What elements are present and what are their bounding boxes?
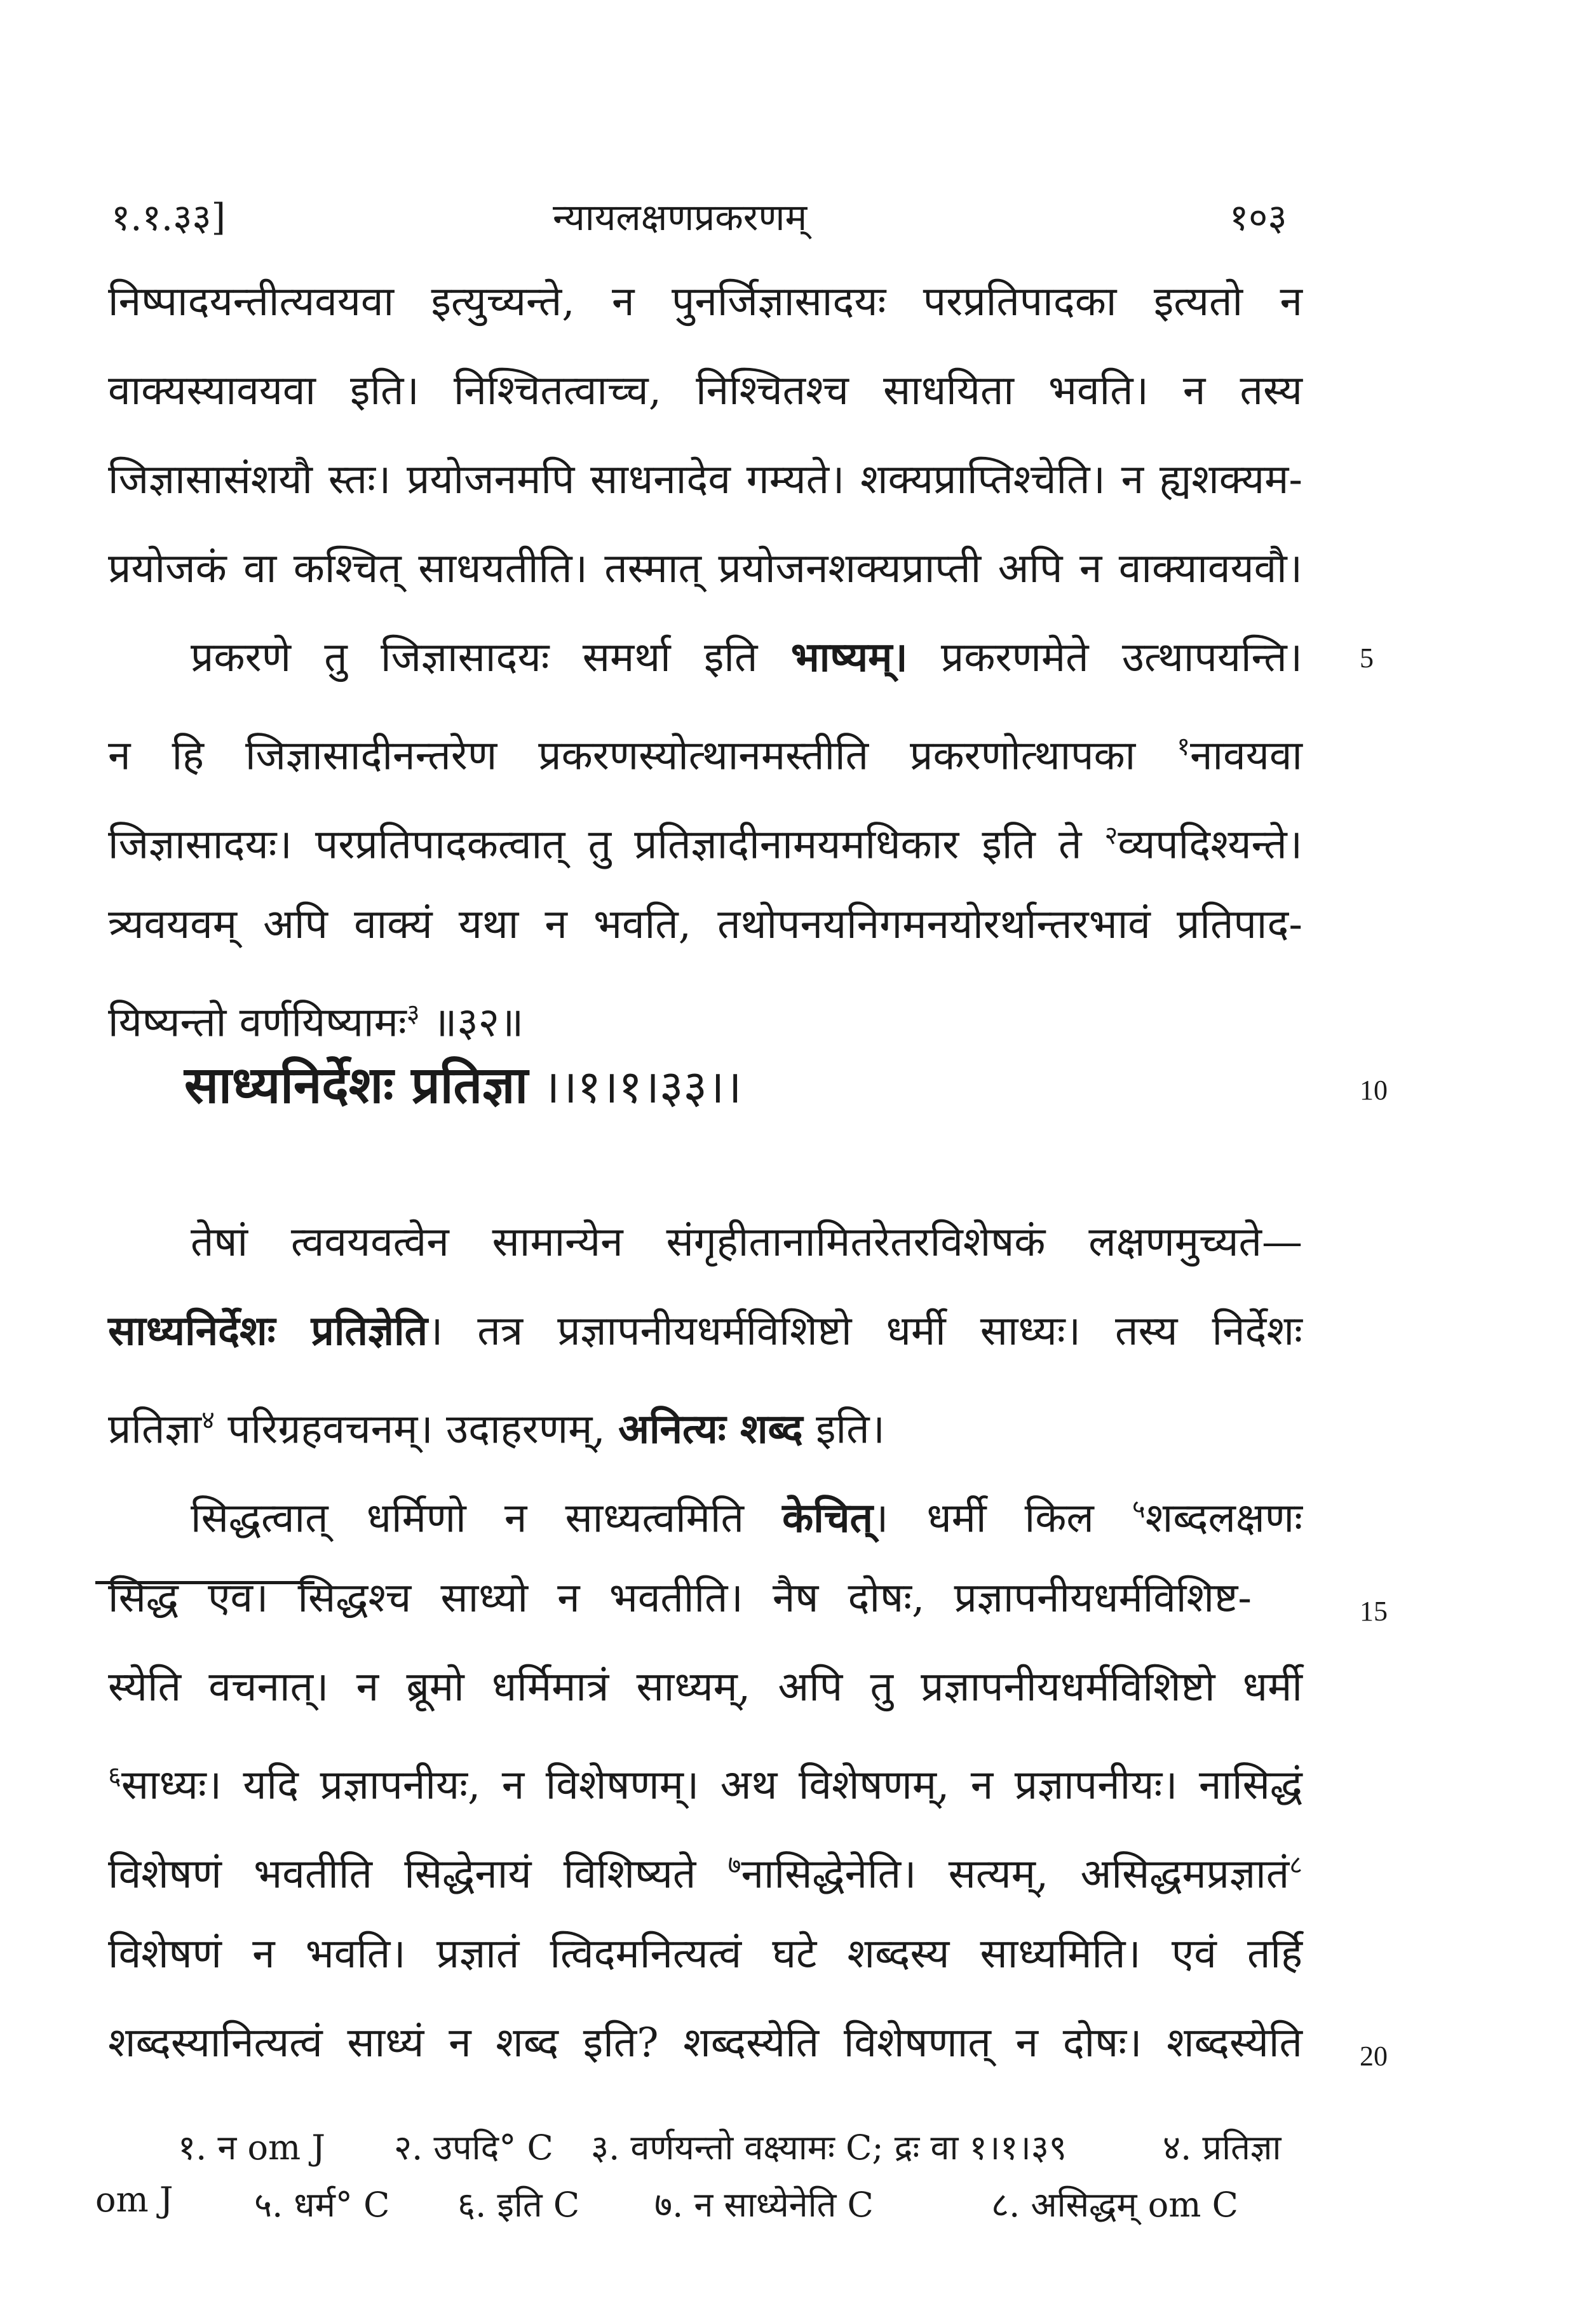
example-emphasis: अनित्यः शब्द — [618, 1405, 803, 1453]
footnote: ६. इति C — [457, 2185, 580, 2225]
footnote-marker: ८ — [1289, 1850, 1302, 1880]
text-line: निष्पादयन्तीत्यवयवा इत्युच्यन्ते, न पुनर्जिज्ञासादयः परप्रतिपादका इत्यतो न — [108, 278, 1302, 325]
text-line: साध्यनिर्देशः प्रतिज्ञेति। तत्र प्रज्ञापनीयधर्मविशिष्टो धर्मी साध्यः। तस्य निर्देशः — [108, 1307, 1302, 1355]
footnote: ५. धर्म° C — [254, 2185, 390, 2225]
text-line: वाक्यस्यावयवा इति। निश्चितत्वाच्च, निश्चितश्च साधयिता भवति। न तस्य — [108, 367, 1302, 414]
text-line: त्र्यवयवम् अपि वाक्यं यथा न भवति, तथोपनयनिगमनयोरर्थान्तरभावं प्रतिपाद- — [108, 901, 1302, 948]
text-line: न हि जिज्ञासादीनन्तरेण प्रकरणस्योत्थानमस्तीति प्रकरणोत्थापका $^१$नावयवा — [108, 732, 1302, 780]
text-line: विशेषणं भवतीति सिद्धेनायं विशिष्यते $^७$नासिद्धेनेति। सत्यम्, असिद्धमप्रज्ञातं$^८$ — [108, 1850, 1302, 1898]
page-number: १०३ — [1229, 196, 1287, 239]
text-line: प्रतिज्ञा$^४$ परिग्रहवचनम्। उदाहरणम्, अनित्यः शब्द इति। — [108, 1405, 885, 1453]
footnote: om J — [95, 2180, 173, 2220]
section-reference: १.१.३३] — [111, 196, 226, 239]
text-line: सिद्ध एव। सिद्धश्च साध्यो न भवतीति। नैष दोषः, प्रज्ञापनीयधर्मविशिष्ट- — [108, 1575, 1252, 1622]
footnote: १. न om J — [178, 2128, 326, 2168]
line-number: 5 — [1360, 642, 1374, 674]
footnote-rule — [95, 1581, 314, 1584]
footnote: ८. असिद्धम् om C — [991, 2185, 1238, 2225]
sutra-heading: साध्यनिर्देशः प्रतिज्ञा ।।१।१।३३।। — [184, 1055, 742, 1115]
text-line: प्रयोजकं वा कश्चित् साधयतीति। तस्मात् प्रयोजनशक्यप्राप्ती अपि न वाक्यावयवौ। — [108, 545, 1302, 592]
text-line: प्रकरणे तु जिज्ञासादयः समर्था इति भाष्यम्। प्रकरणमेते उत्थापयन्ति। — [191, 634, 1302, 681]
opponent-emphasis: केचित् — [782, 1494, 873, 1542]
text-line: सिद्धत्वात् धर्मिणो न साध्यत्वमिति केचित्। धर्मी किल $^५$शब्दलक्षणः — [191, 1494, 1302, 1542]
footnote-marker: ७ — [727, 1850, 741, 1880]
text-line: विशेषणं न भवति। प्रज्ञातं त्विदमनित्यत्वं घटे शब्दस्य साध्यमिति। एवं तर्हि — [108, 1931, 1302, 1978]
line-number: 20 — [1360, 2040, 1388, 2072]
text-line: शब्दस्यानित्यत्वं साध्यं न शब्द इति? शब्दस्येति विशेषणात् न दोषः। शब्दस्येति — [108, 2020, 1302, 2067]
footnote-marker: ५ — [1132, 1495, 1146, 1524]
text-line: जिज्ञासादयः। परप्रतिपादकत्वात् तु प्रतिज्ञादीनामयमधिकार इति ते $^२$व्यपदिश्यन्ते। — [108, 821, 1302, 869]
text-line: $^६$साध्यः। यदि प्रज्ञापनीयः, न विशेषणम्। अथ विशेषणम्, न प्रज्ञापनीयः। नासिद्धं — [108, 1762, 1302, 1809]
bhashyam-emphasis: भाष्यम्। — [790, 634, 908, 681]
footnote: ३. वर्णयन्तो वक्ष्यामः C; द्रः वा १।१।३९ — [591, 2128, 1067, 2168]
line-number: 15 — [1360, 1596, 1388, 1627]
text-line: स्येति वचनात्। न ब्रूमो धर्मिमात्रं साध्यम्, अपि तु प्रज्ञापनीयधर्मविशिष्टो धर्मी — [108, 1664, 1302, 1711]
line-number: 10 — [1360, 1075, 1388, 1106]
sutra-quote: साध्यनिर्देशः प्रतिज्ञेति — [108, 1307, 428, 1355]
text-line: जिज्ञासासंशयौ स्तः। प्रयोजनमपि साधनादेव गम्यते। शक्यप्राप्तिश्चेति। न ह्यशक्यम- — [108, 456, 1302, 503]
footnote-marker: ६ — [108, 1762, 121, 1791]
footnote-marker: २ — [1104, 821, 1118, 850]
footnote: ४. प्रतिज्ञा — [1163, 2128, 1282, 2168]
footnote-marker: ४ — [201, 1406, 215, 1435]
footnote-marker: १ — [1177, 732, 1191, 761]
footnote-marker: ३ — [406, 999, 420, 1028]
text-line: तेषां त्ववयवत्वेन सामान्येन संगृहीतानामितरेतरविशेषकं लक्षणमुच्यते— — [191, 1219, 1302, 1266]
footnote: ७. न साध्येनेति C — [654, 2185, 874, 2225]
text-line: यिष्यन्तो वर्णयिष्यामः$^३$ ॥३२॥ — [108, 999, 524, 1047]
running-title: न्यायलक्षणप्रकरणम् — [553, 196, 808, 239]
footnote: २. उपदि° C — [394, 2128, 553, 2168]
